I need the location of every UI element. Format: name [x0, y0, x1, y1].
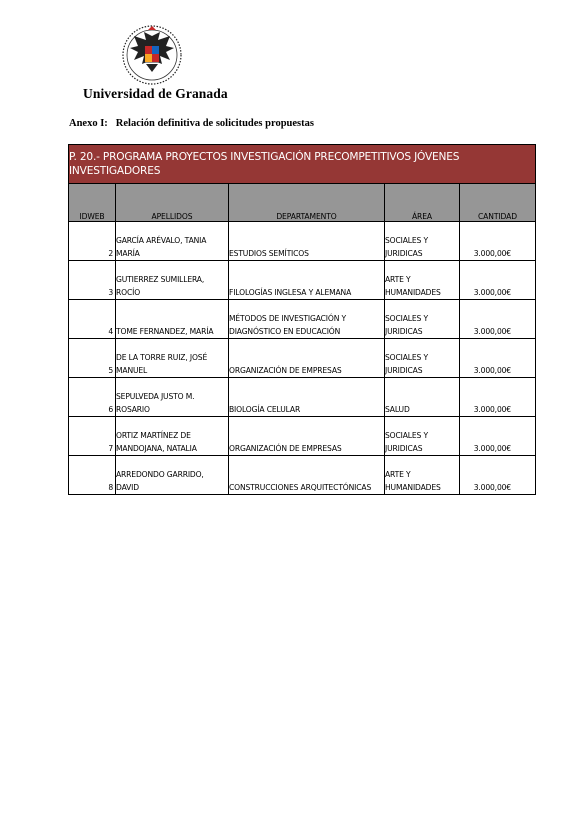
cell-apellidos: GUTIERREZ SUMILLERA, ROCÍO — [116, 261, 229, 300]
cell-cantidad: 3.000,00€ — [460, 378, 536, 417]
table-row — [69, 339, 536, 378]
cell-area: SOCIALES Y JURIDICAS — [385, 417, 460, 456]
cell-cantidad: 3.000,00€ — [460, 261, 536, 300]
cell-departamento: ESTUDIOS SEMÍTICOS — [229, 222, 385, 261]
cell-cantidad: 3.000,00€ — [460, 456, 536, 495]
column-header-area: ÁREA — [385, 184, 460, 222]
cell-idweb: 4 — [69, 300, 116, 339]
table-row — [69, 456, 536, 495]
cell-cantidad: 3.000,00€ — [460, 300, 536, 339]
cell-area: SOCIALES Y JURIDICAS — [385, 339, 460, 378]
column-header-apellidos: APELLIDOS — [116, 184, 229, 222]
cell-cantidad: 3.000,00€ — [460, 417, 536, 456]
university-name: Universidad de Granada — [83, 86, 228, 101]
table-row — [69, 261, 536, 300]
cell-cantidad: 3.000,00€ — [460, 222, 536, 261]
cell-idweb: 6 — [69, 378, 116, 417]
cell-apellidos: TOME FERNANDEZ, MARÍA — [116, 300, 229, 339]
column-header-departamento: DEPARTAMENTO — [229, 184, 385, 222]
column-header-cantidad: CANTIDAD — [460, 184, 536, 222]
applications-table — [68, 144, 536, 495]
cell-apellidos: SEPULVEDA JUSTO M. ROSARIO — [116, 378, 229, 417]
annex-label: Anexo I: — [69, 118, 108, 129]
annex-heading — [69, 118, 314, 129]
cell-departamento: BIOLOGÍA CELULAR — [229, 378, 385, 417]
cell-idweb: 3 — [69, 261, 116, 300]
annex-title: Relación definitiva de solicitudes propuestas — [115, 118, 314, 129]
table-row — [69, 222, 536, 261]
cell-idweb: 8 — [69, 456, 116, 495]
cell-departamento: ORGANIZACIÓN DE EMPRESAS — [229, 417, 385, 456]
table-row — [69, 300, 536, 339]
cell-departamento: MÉTODOS DE INVESTIGACIÓN Y DIAGNÓSTICO EN EDUCACIÓN — [229, 300, 385, 339]
cell-departamento: ORGANIZACIÓN DE EMPRESAS — [229, 339, 385, 378]
program-banner: P. 20.- PROGRAMA PROYECTOS INVESTIGACIÓN PRECOMPETITIVOS JÓVENES INVESTIGADORES — [69, 145, 536, 184]
table-row — [69, 378, 536, 417]
table-row — [69, 417, 536, 456]
cell-departamento: CONSTRUCCIONES ARQUITECTÓNICAS — [229, 456, 385, 495]
cell-idweb: 7 — [69, 417, 116, 456]
cell-area: SOCIALES Y JURIDICAS — [385, 300, 460, 339]
cell-area: SOCIALES Y JURIDICAS — [385, 222, 460, 261]
university-crest-icon — [120, 22, 184, 88]
cell-cantidad: 3.000,00€ — [460, 339, 536, 378]
cell-area: ARTE Y HUMANIDADES — [385, 261, 460, 300]
cell-idweb: 2 — [69, 222, 116, 261]
cell-area: SALUD — [385, 378, 460, 417]
cell-area: ARTE Y HUMANIDADES — [385, 456, 460, 495]
cell-idweb: 5 — [69, 339, 116, 378]
cell-apellidos: ARREDONDO GARRIDO, DAVID — [116, 456, 229, 495]
column-header-idweb: IDWEB — [69, 184, 116, 222]
cell-apellidos: DE LA TORRE RUIZ, JOSÉ MANUEL — [116, 339, 229, 378]
cell-departamento: FILOLOGÍAS INGLESA Y ALEMANA — [229, 261, 385, 300]
cell-apellidos: ORTIZ MARTÍNEZ DE MANDOJANA, NATALIA — [116, 417, 229, 456]
program-banner-row — [69, 145, 536, 184]
table-header-row — [69, 184, 536, 222]
cell-apellidos: GARCÍA ARÉVALO, TANIA MARÍA — [116, 222, 229, 261]
